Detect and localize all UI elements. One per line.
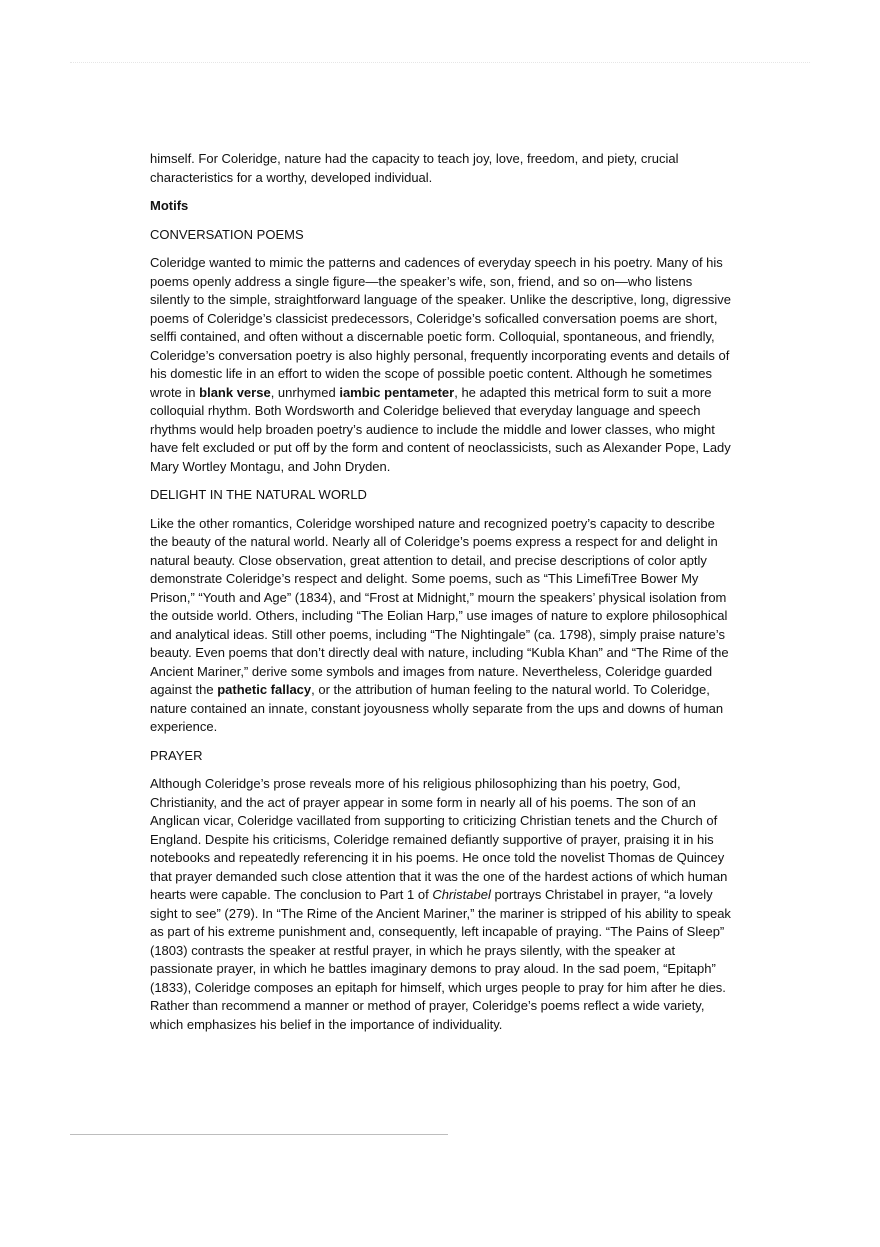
header-rule <box>70 62 810 63</box>
iambic-pentameter-term: iambic pentameter <box>339 384 455 400</box>
conversation-text-2: , unrhymed <box>270 384 340 400</box>
conversation-poems-paragraph <box>150 254 734 476</box>
prayer-text-2: portrays Christabel in prayer, “a lovely sight to see” (279). In “The Rime of the Ancient Mariner,” the mariner is stripped of his ability to speak as part of his extreme punishment and, consequently, left incapable of praying. “The Pains of Sleep” (1803) contrasts the speaker at restful prayer, in which he prays silently, with the speaker at passionate prayer, in which he battles imaginary demons to pray aloud. In the sad poem, “Epitaph” (1833), Coleridge composes an epitaph for himself, which urges people to pray for him after he dies. Rather than recommend a manner or method of prayer, Coleridge’s poems reflect a wide variety, which emphasizes his belief in the importance of individuality. <box>150 887 731 1032</box>
conversation-text-1: Coleridge wanted to mimic the patterns and cadences of everyday speech in his poetry. Many of his poems openly address a single figure—the speaker’s wife, son, friend, and so on—who listens silently to the simple, straightforward language of the speaker. Unlike the descriptive, long, digressive poems of Coleridge’s classicist predecessors, Coleridge’s soficalled conversation poems are short, selffi contained, and often without a discernable poetic form. Colloquial, spontaneous, and friendly, Coleridge’s conversation poetry is also highly personal, frequently incorporating events and details of his domestic life in an effort to widen the scope of possible poetic content. Although he sometimes wrote in <box>150 255 731 400</box>
blank-verse-term: blank verse <box>199 384 271 400</box>
pathetic-fallacy-term: pathetic fallacy <box>217 682 312 697</box>
conversation-poems-heading: CONVERSATION POEMS <box>150 226 304 242</box>
conversation-text-3: , he adapted this metrical form to suit a more colloquial rhythm. Both Wordsworth and Coleridge believed that everyday language and speech rhythms would help broaden poetry’s audience to include the middle and lower classes, who might have felt excluded or put off by the form and content of neoclassicists, such as Alexander Pope, Lady Mary Wortley Montagu, and John Dryden. <box>150 384 731 474</box>
delight-paragraph <box>150 515 734 737</box>
christabel-title: Christabel <box>432 887 491 902</box>
prayer-text-1: Although Coleridge’s prose reveals more of his religious philosophizing than his poetry, God, Christianity, and the act of prayer appear in some form in nearly all of his poems. The son of an Anglican vicar, Coleridge vacillated from supporting to criticizing Christian tenets and the Church of England. Despite his criticisms, Coleridge remained defiantly supportive of prayer, praising it in his notebooks and repeatedly referencing it in his poems. He once told the novelist Thomas de Quincey that prayer demanded such close attention that it was the one of the hardest actions of which human hearts were capable. The conclusion to Part 1 of <box>150 776 728 902</box>
footnote-separator <box>70 1134 448 1135</box>
prayer-paragraph <box>150 775 734 1034</box>
motifs-heading: Motifs <box>150 198 189 213</box>
document-body <box>150 150 734 1044</box>
delight-text-1: Like the other romantics, Coleridge worshiped nature and recognized poetry’s capacity to describe the beauty of the natural world. Nearly all of Coleridge’s poems express a respect for and delight in natural beauty. Close observation, great attention to detail, and precise descriptions of color aptly demonstrate Coleridge’s respect and delight. Some poems, such as “This LimefiTree Bower My Prison,” “Youth and Age” (1834), and “Frost at Midnight,” mourn the speakers’ physical isolation from the outside world. Others, including “The Eolian Harp,” use images of nature to explore philosophical and analytical ideas. Still other poems, including “The Nightingale” (ca. 1798), simply praise nature’s beauty. Even poems that don’t directly deal with nature, including “Kubla Khan” and “The Rime of the Ancient Mariner,” derive some symbols and images from nature. Nevertheless, Coleridge guarded against the <box>150 515 729 697</box>
delight-text-2: , or the attribution of human feeling to the natural world. To Coleridge, nature contained an innate, constant joyousness wholly separate from the ups and downs of human experience. <box>150 682 724 734</box>
prayer-heading: PRAYER <box>150 747 203 763</box>
delight-heading: DELIGHT IN THE NATURAL WORLD <box>150 487 367 502</box>
intro-paragraph: himself. For Coleridge, nature had the capacity to teach joy, love, freedom, and piety, crucial characteristics for a worthy, developed individual. <box>150 151 679 185</box>
